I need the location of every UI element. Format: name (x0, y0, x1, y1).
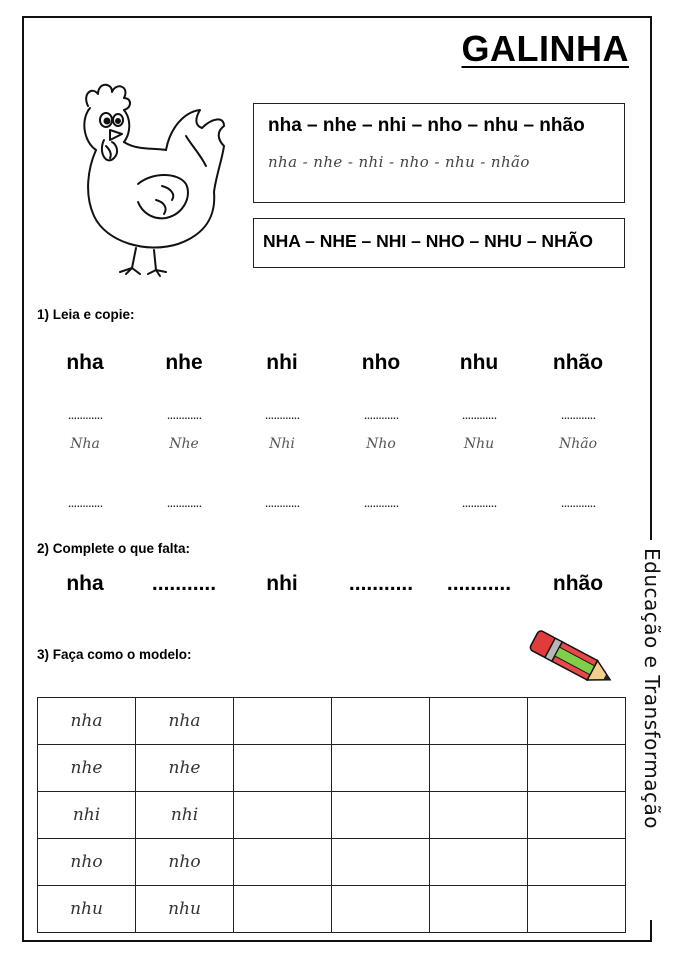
copy-blank[interactable]: ............ (67, 406, 103, 422)
table-cell[interactable] (332, 698, 430, 745)
section-2-heading: 2) Complete o que falta: (37, 541, 191, 556)
table-cell[interactable] (528, 886, 626, 933)
table-row (38, 886, 626, 933)
table-cell[interactable] (332, 745, 430, 792)
table-cell: nhu (136, 886, 234, 933)
pencil-icon (523, 625, 623, 695)
syllable-nho: nho (361, 351, 401, 374)
syllable-nhu: nhu (459, 351, 499, 374)
copy-blank[interactable]: ............ (560, 494, 596, 510)
table-cell[interactable] (234, 886, 332, 933)
table-row (38, 839, 626, 886)
table-cell: nha (38, 698, 136, 745)
table-cell: nho (136, 839, 234, 886)
table-cell: nhi (38, 792, 136, 839)
cursive-nhi: Nhi (269, 436, 295, 452)
complete-blank[interactable]: ........... (151, 572, 217, 595)
hen-illustration (66, 76, 236, 286)
uppercase-box (253, 218, 625, 268)
cursive-nhao: Nhão (558, 436, 598, 452)
table-cell[interactable] (234, 745, 332, 792)
table-cell[interactable] (332, 839, 430, 886)
table-cell[interactable] (528, 745, 626, 792)
syllable-nhi: nhi (266, 351, 298, 374)
cursive-nhe: Nhe (169, 436, 199, 452)
copy-blank[interactable]: ............ (264, 494, 300, 510)
syllables-box (253, 103, 625, 203)
copy-blank[interactable]: ............ (166, 494, 202, 510)
cursive-nhu: Nhu (463, 436, 495, 452)
table-cell[interactable] (528, 792, 626, 839)
table-cell[interactable] (430, 698, 528, 745)
table-cell: nho (38, 839, 136, 886)
table-cell: nhu (38, 886, 136, 933)
copy-blank[interactable]: ............ (363, 406, 399, 422)
print-syllables: nha – nhe – nhi – nho – nhu – nhão (268, 115, 585, 136)
section-1-heading: 1) Leia e copie: (37, 307, 135, 322)
copy-blank[interactable]: ............ (560, 406, 596, 422)
complete-blank[interactable]: ........... (446, 572, 512, 595)
copy-blank[interactable]: ............ (67, 494, 103, 510)
copy-blank[interactable]: ............ (461, 406, 497, 422)
table-cell[interactable] (234, 839, 332, 886)
table-cell: nhe (38, 745, 136, 792)
copy-blank[interactable]: ............ (461, 494, 497, 510)
table-row (38, 792, 626, 839)
complete-item: nhi (266, 572, 298, 595)
copy-blank[interactable]: ............ (264, 406, 300, 422)
table-cell[interactable] (430, 886, 528, 933)
table-cell[interactable] (430, 839, 528, 886)
model-table (37, 697, 626, 933)
cursive-nha: Nha (70, 436, 100, 452)
copy-blank[interactable]: ............ (363, 494, 399, 510)
table-cell[interactable] (430, 745, 528, 792)
table-cell: nhi (136, 792, 234, 839)
table-cell[interactable] (234, 698, 332, 745)
table-cell[interactable] (234, 792, 332, 839)
syllable-nha: nha (66, 351, 104, 374)
copy-blank[interactable]: ............ (166, 406, 202, 422)
section-3-heading: 3) Faça como o modelo: (37, 647, 192, 662)
side-watermark-text: Educação e Transformação (640, 548, 664, 829)
table-cell[interactable] (332, 886, 430, 933)
table-cell: nhe (136, 745, 234, 792)
uppercase-syllables: NHA – NHE – NHI – NHO – NHU – NHÃO (263, 231, 593, 251)
table-row (38, 745, 626, 792)
table-cell: nha (136, 698, 234, 745)
syllable-nhe: nhe (165, 351, 203, 374)
cursive-nho: Nho (366, 436, 396, 452)
table-cell[interactable] (528, 698, 626, 745)
table-cell[interactable] (332, 792, 430, 839)
syllable-nhao: nhão (552, 351, 604, 374)
cursive-syllables: nha - nhe - nhi - nho - nhu - nhão (268, 153, 530, 171)
page-title: GALINHA (461, 28, 629, 69)
table-cell[interactable] (528, 839, 626, 886)
complete-item: nha (66, 572, 104, 595)
table-row (38, 698, 626, 745)
complete-item: nhão (552, 572, 604, 595)
table-cell[interactable] (430, 792, 528, 839)
complete-blank[interactable]: ........... (348, 572, 414, 595)
